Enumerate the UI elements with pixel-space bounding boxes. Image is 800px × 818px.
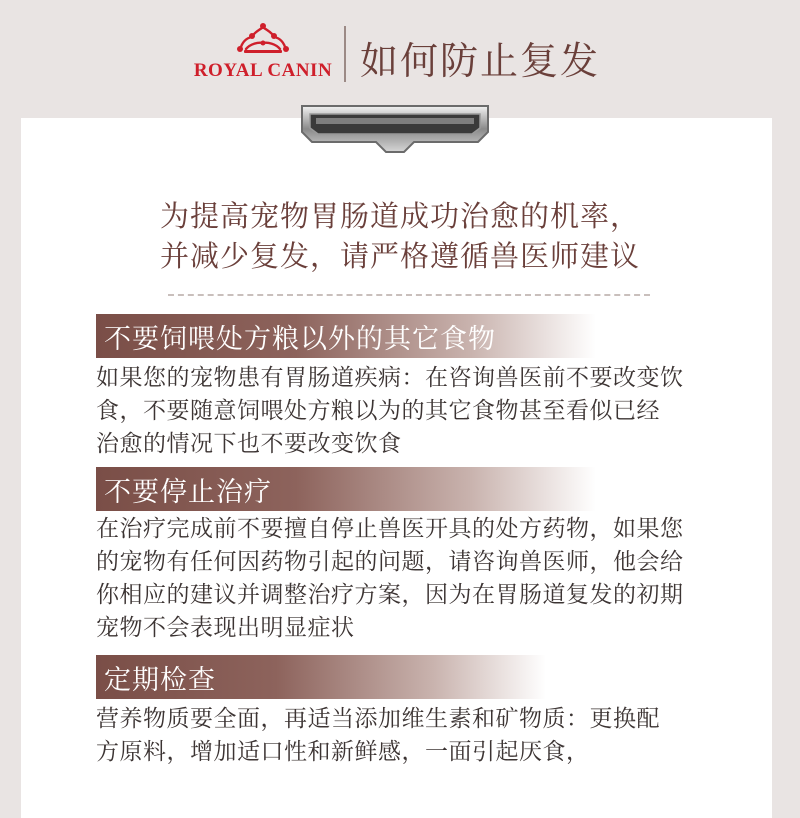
section-line: 方原料，增加适口性和新鲜感，一面引起厌食， — [96, 739, 590, 765]
section-heading-1 — [96, 314, 596, 358]
section-heading-3 — [96, 655, 546, 699]
section-body-1 — [96, 362, 716, 461]
section-heading-text: 不要停止治疗 — [104, 477, 272, 508]
section-body-2 — [96, 513, 716, 645]
clipboard-clip-icon — [296, 100, 494, 160]
crown-icon — [232, 22, 294, 54]
section-line: 治愈的情况下也不要改变饮食 — [96, 431, 402, 457]
section-line: 食，不要随意饲喂处方粮以为的其它食物甚至看似已经 — [96, 398, 660, 424]
page-header — [0, 0, 800, 112]
intro-text — [0, 196, 800, 276]
section-line: 你相应的建议并调整治疗方案，因为在胃肠道复发的初期 — [96, 582, 684, 608]
section-heading-2 — [96, 467, 596, 511]
royal-canin-logo — [188, 22, 338, 82]
section-heading-text: 定期检查 — [104, 665, 216, 696]
intro-line-2: 并减少复发，请严格遵循兽医师建议 — [159, 239, 640, 273]
section-line: 如果您的宠物患有胃肠道疾病：在咨询兽医前不要改变饮 — [96, 365, 684, 391]
section-heading-text: 不要饲喂处方粮以外的其它食物 — [104, 324, 496, 355]
header-divider — [344, 26, 346, 82]
dashed-divider — [168, 294, 650, 296]
section-line: 营养物质要全面，再适当添加维生素和矿物质：更换配 — [96, 706, 660, 732]
intro-line-1: 为提高宠物胃肠道成功治愈的机率， — [159, 199, 640, 233]
logo-wordmark: ROYAL CANIN — [193, 60, 333, 81]
section-body-3 — [96, 703, 716, 769]
section-line: 在治疗完成前不要擅自停止兽医开具的处方药物，如果您 — [96, 516, 684, 542]
page-title: 如何防止复发 — [360, 39, 601, 83]
section-line: 宠物不会表现出明显症状 — [96, 615, 355, 641]
section-line: 的宠物有任何因药物引起的问题，请咨询兽医师，他会给 — [96, 549, 684, 575]
